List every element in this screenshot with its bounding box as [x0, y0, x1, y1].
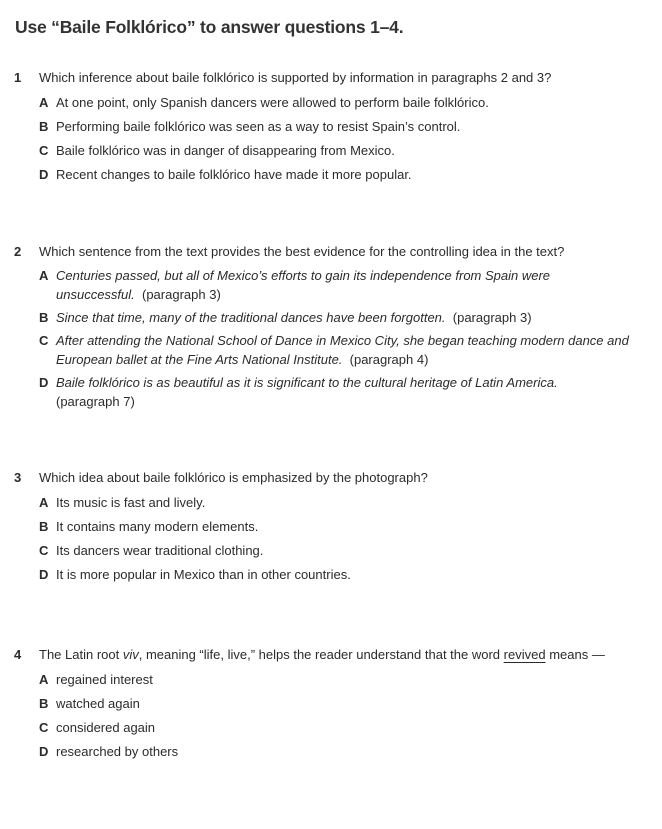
- option-letter: D: [39, 167, 49, 182]
- option-text: [56, 331, 632, 369]
- option-text: watched again: [56, 696, 140, 711]
- question-number: 4: [14, 647, 22, 662]
- option-text: researched by others: [56, 744, 179, 759]
- option-text: considered again: [56, 720, 156, 735]
- option-text: Its dancers wear traditional clothing.: [56, 543, 264, 558]
- question-stem: Which idea about baile folklórico is emphasized by the photograph?: [39, 470, 428, 485]
- option-letter: D: [39, 375, 49, 390]
- answer-option-d[interactable]: [0, 742, 662, 761]
- answer-option-d[interactable]: [0, 165, 662, 184]
- latin-root: viv: [122, 647, 139, 662]
- answer-option-b[interactable]: [0, 308, 662, 327]
- option-text: Performing baile folklórico was seen as a way to resist Spain’s control.: [56, 119, 461, 134]
- question-stem: [39, 645, 605, 665]
- page-title: Use “Baile Folklórico” to answer questions 1–4.: [15, 17, 404, 37]
- answer-option-c[interactable]: [0, 141, 662, 160]
- quoted-sentence: Since that time, many of the traditional dances have been forgotten.: [56, 310, 446, 325]
- answer-option-a[interactable]: [0, 266, 662, 304]
- underlined-word: revived: [503, 647, 546, 662]
- question-number: 2: [14, 244, 22, 259]
- question-stem: Which sentence from the text provides the best evidence for the controlling idea in the text?: [39, 244, 565, 259]
- option-letter: B: [39, 310, 49, 325]
- answer-option-c[interactable]: [0, 331, 662, 369]
- option-letter: B: [39, 696, 49, 711]
- option-letter: D: [39, 567, 49, 582]
- stem-text: , meaning “life, live,” helps the reader understand that the word: [138, 647, 504, 662]
- option-letter: B: [39, 119, 49, 134]
- quoted-sentence: After attending the National School of Dance in Mexico City, she began teaching modern dance and European ballet at the Fine Arts National Institute.: [56, 333, 629, 367]
- question-stem: Which inference about baile folklórico is supported by information in paragraphs 2 and 3?: [39, 70, 552, 85]
- option-text: It is more popular in Mexico than in other countries.: [56, 567, 351, 582]
- option-text: At one point, only Spanish dancers were allowed to perform baile folklórico.: [56, 95, 489, 110]
- option-letter: C: [39, 720, 49, 735]
- answer-option-a[interactable]: [0, 670, 662, 689]
- answer-option-d[interactable]: [0, 373, 662, 411]
- question-3: [0, 468, 662, 584]
- answer-option-d[interactable]: [0, 565, 662, 584]
- option-letter: C: [39, 543, 49, 558]
- option-letter: A: [39, 495, 49, 510]
- question-number: 3: [14, 470, 22, 485]
- paragraph-reference: (paragraph 7): [56, 394, 135, 409]
- option-letter: C: [39, 143, 49, 158]
- option-text: regained interest: [56, 672, 153, 687]
- paragraph-reference: (paragraph 3): [142, 287, 221, 302]
- option-letter: A: [39, 268, 49, 283]
- answer-option-a[interactable]: [0, 93, 662, 112]
- option-text: [56, 373, 632, 411]
- option-text: Recent changes to baile folklórico have made it more popular.: [56, 167, 412, 182]
- option-text: It contains many modern elements.: [56, 519, 259, 534]
- answer-option-c[interactable]: [0, 541, 662, 560]
- quoted-sentence: Baile folklórico is as beautiful as it is significant to the cultural heritage of Latin America.: [56, 375, 558, 390]
- option-letter: D: [39, 744, 49, 759]
- answer-option-c[interactable]: [0, 718, 662, 737]
- option-letter: A: [39, 672, 49, 687]
- option-text: Its music is fast and lively.: [56, 495, 206, 510]
- option-letter: B: [39, 519, 49, 534]
- option-letter: A: [39, 95, 49, 110]
- paragraph-reference: (paragraph 3): [452, 310, 532, 325]
- stem-text: means —: [545, 647, 605, 662]
- question-4: [0, 645, 662, 761]
- paragraph-reference: (paragraph 4): [349, 352, 429, 367]
- option-letter: C: [39, 333, 49, 348]
- quoted-sentence: Centuries passed, but all of Mexico’s efforts to gain its independence from Spain were unsuccessful.: [56, 268, 551, 302]
- option-text: [56, 308, 632, 327]
- option-text: Baile folklórico was in danger of disappearing from Mexico.: [56, 143, 395, 158]
- question-number: 1: [14, 70, 22, 85]
- answer-option-b[interactable]: [0, 117, 662, 136]
- answer-option-b[interactable]: [0, 694, 662, 713]
- question-2: [0, 242, 662, 411]
- answer-option-a[interactable]: [0, 493, 662, 512]
- question-1: [0, 68, 662, 184]
- stem-text: The Latin root: [39, 647, 123, 662]
- answer-option-b[interactable]: [0, 517, 662, 536]
- option-text: [56, 266, 632, 304]
